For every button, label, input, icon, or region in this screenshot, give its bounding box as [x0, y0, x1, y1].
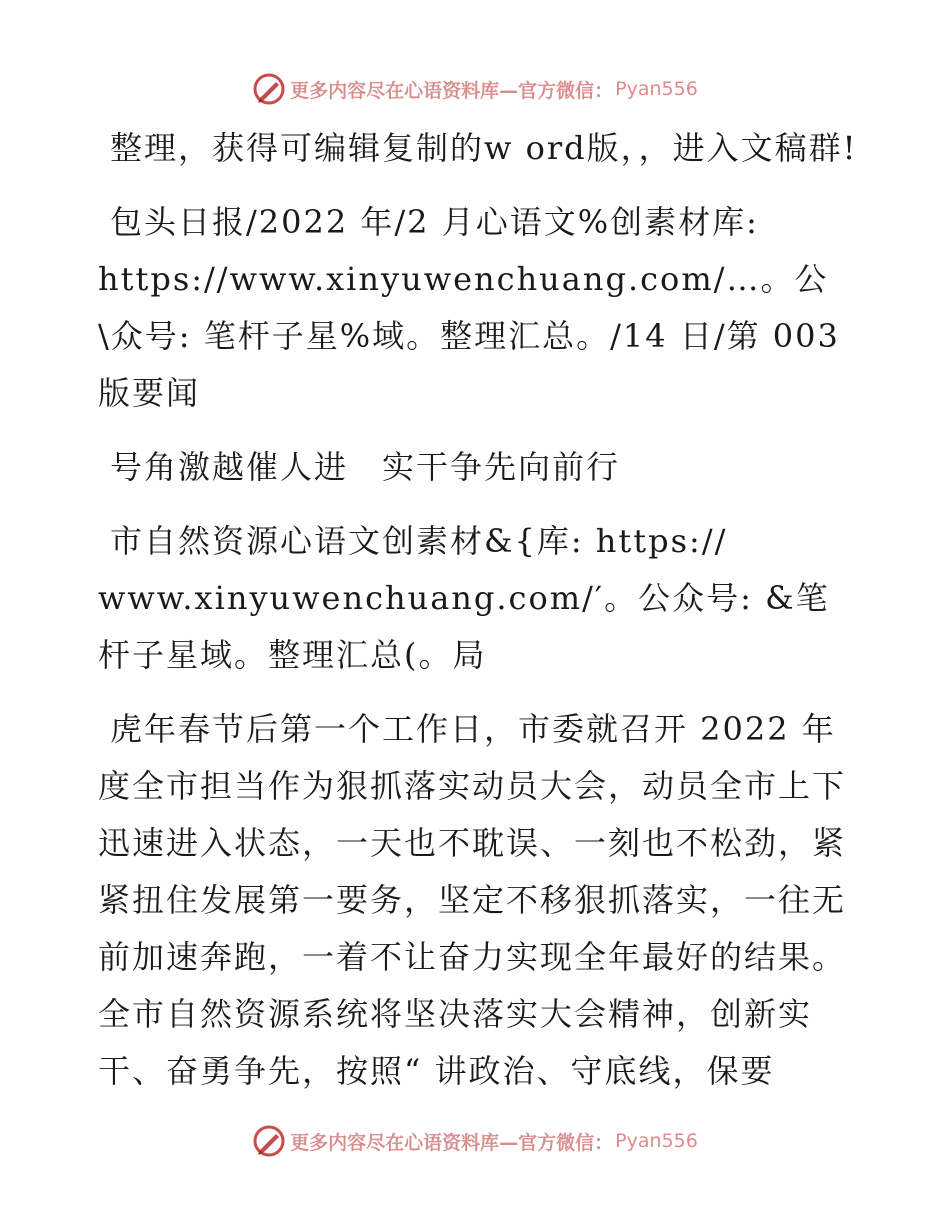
watermark-handle: Pyan556 [615, 78, 698, 100]
paragraph-author [98, 513, 858, 684]
paragraph-source-text: 包头日报/2022 年/2 月心语文%创素材库: https://www.xinyuwenchuang.com/…。公\众号: 笔杆子星%域。整理汇总。/14 日/第 003 版要闻 [98, 203, 853, 412]
watermark-text: 更多内容尽在心语资料库—官方微信： [290, 1131, 614, 1154]
watermark-handle: Pyan556 [615, 1130, 698, 1152]
paragraph-intro [98, 120, 858, 177]
watermark-header [0, 72, 950, 106]
paragraph-body [98, 701, 858, 1100]
article-title-text: 号角激越催人进 实干争先向前行 [110, 448, 621, 486]
document-body [98, 120, 858, 1117]
pen-logo-icon [252, 72, 286, 106]
watermark-text: 更多内容尽在心语资料库—官方微信： [290, 79, 614, 102]
paragraph-source [98, 194, 858, 422]
watermark-footer [0, 1124, 950, 1158]
paragraph-author-text: 市自然资源心语文创素材&{库: https:// www.xinyuwenchuang.com/′。公众号: &笔杆子星域。整理汇总(。局 [98, 522, 830, 674]
paragraph-body-text: 虎年春节后第一个工作日，市委就召开 2022 年度全市担当作为狠抓落实动员大会，动员全市上下迅速进入状态，一天也不耽误、一刻也不松劲，紧紧扭住发展第一要务，坚定不移狠抓落实，一往无前加速奔跑，一着不让奋力实现全年最好的结果。全市自然资源系统将坚决落实大会精神，创新实干、奋勇争先，按照“ 讲政治、守底线，保要 [98, 710, 847, 1090]
pen-logo-icon [252, 1124, 286, 1158]
paragraph-intro-text: 整理，获得可编辑复制的w ord版，，进入文稿群! [110, 129, 858, 167]
article-title [98, 439, 858, 496]
